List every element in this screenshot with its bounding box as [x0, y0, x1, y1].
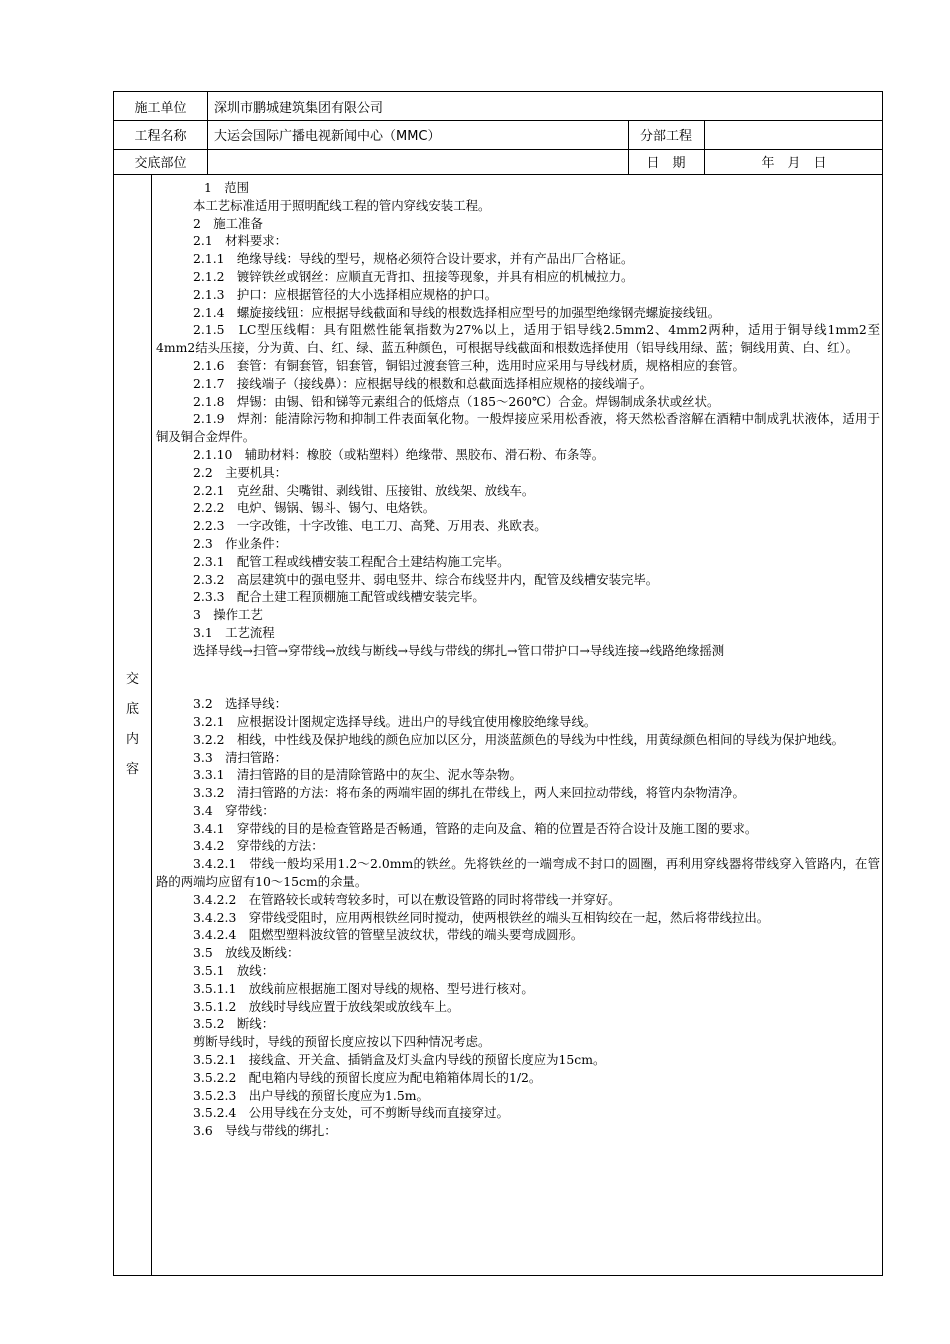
side-label-char: 内	[125, 732, 139, 747]
date-value: 年 月 日	[761, 156, 827, 171]
content-line: 3.5.1.1 放线前应根据施工图对导线的规格、型号进行核对。	[193, 980, 534, 996]
content-line: 3.3.1 清扫管路的目的是清除管路中的灰尘、泥水等杂物。	[193, 767, 522, 783]
content-line: 2.1.7 接线端子（接线鼻）：应根据导线的根数和总截面选择相应规格的接线端子。	[193, 375, 652, 391]
blank-line	[156, 677, 880, 695]
content-line: 2.1.4 螺旋接线钮：应根据导线截面和导线的根数选择相应型号的加强型绝缘钢壳螺旋接线钮。	[193, 304, 721, 320]
location-label: 交底部位	[134, 156, 187, 171]
unit-value: 深圳市鹏城建筑集团有限公司	[214, 100, 384, 116]
content-line: 3.4.2.4 阻燃型塑料波纹管的管壁呈波纹状，带线的端头要弯成圆形。	[193, 927, 584, 943]
project-label: 工程名称	[134, 129, 187, 144]
content-line: 2.2.2 电炉、锡锅、锡斗、锡勺、电烙铁。	[193, 500, 436, 516]
content-line: 3.4.2.3 穿带线受阻时，应用两根铁丝同时搅动，使两根铁丝的端头互相钩绞在一起，然后将带线拉出。	[193, 909, 770, 925]
content-line: 3.5.2.1 接线盒、开关盒、插销盒及灯头盒内导线的预留长度应为15cm。	[193, 1052, 606, 1068]
content-line: 2.1.3 护口：应根据管径的大小选择相应规格的护口。	[193, 286, 498, 302]
subsection-heading: 2.3 作业条件：	[193, 535, 288, 551]
content-line: 2.2.3 一字改锥，十字改锥、电工刀、高凳、万用表、兆欧表。	[193, 518, 547, 534]
content-line: 2.1.8 焊锡：由锡、铅和锑等元素组合的低熔点（185～260℃）合金。焊锡制成条状或丝状。	[193, 393, 720, 409]
blank-line	[156, 660, 880, 678]
content-line: 3.5.1.2 放线时导线应置于放线架或放线车上。	[193, 998, 460, 1014]
disclosure-content-body	[156, 179, 880, 1140]
content-line: 3.4.2.1 带线一般均采用1.2～2.0mm的铁丝。先将铁丝的一端弯成不封口的圆圈，再利用穿线器将带线穿入管路内，在管路的两端均应留有10～15cm的余量。	[156, 856, 880, 890]
side-label-char: 底	[125, 702, 139, 717]
subsection-heading: 3.3 清扫管路：	[193, 749, 288, 765]
technical-disclosure-form	[113, 91, 883, 1276]
section-heading: 2 施工准备	[193, 215, 263, 231]
subsection-heading: 3.4 穿带线：	[193, 802, 275, 818]
side-label-char: 交	[125, 672, 139, 687]
content-line: 3.4.2 穿带线的方法：	[193, 838, 324, 854]
content-line: 2.1.10 辅助材料：橡胶（或粘塑料）绝缘带、黑胶布、滑石粉、布条等。	[193, 446, 605, 462]
row-divider	[114, 174, 882, 175]
content-line: 3.4.2.2 在管路较长或转弯较多时，可以在敷设管路的同时将带线一并穿好。	[193, 891, 621, 907]
content-line: 3.5.1 放线：	[193, 963, 275, 979]
subsection-heading: 3.2 选择导线：	[193, 696, 288, 712]
process-flow: 选择导线→扫管→穿带线→放线与断线→导线与带线的绑扎→管口带护口→导线连接→线路绝缘摇测	[193, 642, 725, 658]
subsection-heading: 2.1 材料要求：	[193, 233, 288, 249]
content-line: 2.1.2 镀锌铁丝或钢丝：应顺直无背扣、扭接等现象，并具有相应的机械拉力。	[193, 268, 634, 284]
side-label-char: 容	[125, 762, 139, 777]
content-line: 2.3.1 配管工程或线槽安装工程配合土建结构施工完毕。	[193, 553, 510, 569]
content-line: 2.3.3 配合土建工程顶棚施工配管或线槽安装完毕。	[193, 589, 485, 605]
section-heading: 3 操作工艺	[193, 607, 263, 623]
content-line: 本工艺标准适用于照明配线工程的管内穿线安装工程。	[193, 197, 491, 213]
content-line: 2.1.9 焊剂：能清除污物和抑制工件表面氧化物。一般焊接应采用松香液，将天然松香溶解在酒精中制成乳状液体，适用于铜及铜合金焊件。	[156, 411, 880, 445]
content-line: 2.1.1 绝缘导线：导线的型号，规格必须符合设计要求，并有产品出厂合格证。	[193, 251, 634, 267]
project-value: 大运会国际广播电视新闻中心（MMC）	[214, 129, 441, 144]
content-line: 3.5.2 断线：	[193, 1016, 275, 1032]
subsection-heading: 3.1 工艺流程	[193, 624, 275, 640]
subproject-label: 分部工程	[639, 129, 692, 144]
subsection-heading: 3.6 导线与带线的绑扎：	[193, 1123, 337, 1139]
subsection-heading: 3.5 放线及断线：	[193, 945, 300, 961]
subsection-heading: 2.2 主要机具：	[193, 464, 288, 480]
content-line: 2.1.6 套管：有铜套管，铝套管，铜铝过渡套管三种，选用时应采用与导线材质，规格相应的套管。	[193, 357, 745, 373]
content-line: 3.5.2.3 出户导线的预留长度应为1.5m。	[193, 1087, 429, 1103]
content-line: 3.4.1 穿带线的目的是检查管路是否畅通，管路的走向及盒、箱的位置是否符合设计及施工图的要求。	[193, 820, 758, 836]
content-line: 3.5.2.4 公用导线在分支处，可不剪断导线而直接穿过。	[193, 1105, 509, 1121]
content-line: 2.2.1 克丝甜、尖嘴钳、剥线钳、压接钳、放线架、放线车。	[193, 482, 535, 498]
disclosure-content-label	[114, 175, 151, 1275]
content-line: 3.5.2.2 配电箱内导线的预留长度应为配电箱箱体周长的1/2。	[193, 1069, 542, 1085]
content-line: 3.2.2 相线，中性线及保护地线的颜色应加以区分，用淡蓝颜色的导线为中性线，用黄绿颜色相间的导线为保护地线。	[193, 731, 845, 747]
content-line: 3.2.1 应根据设计图规定选择导线。进出户的导线宜使用橡胶绝缘导线。	[193, 713, 597, 729]
unit-label: 施工单位	[134, 100, 187, 116]
content-line: 2.1.5 LC型压线帽：具有阻燃性能氧指数为27%以上，适用于铝导线2.5mm2、4mm2两种，适用于铜导线1mm2至4mm2结头压接，分为黄、白、红、绿、蓝五种颜色，可根据导线截面和根数选择使用（铝导线用绿、蓝；铜线用黄、白、红）。	[156, 322, 880, 356]
date-label: 日 期	[646, 156, 686, 171]
side-column-divider	[151, 174, 152, 1275]
label-column-divider	[207, 92, 208, 175]
section-heading: 1 范围	[204, 180, 250, 195]
content-line: 3.3.2 清扫管路的方法：将布条的两端牢固的绑扎在带线上，两人来回拉动带线，将管内杂物清净。	[193, 785, 745, 801]
content-line: 2.3.2 高层建筑中的强电竖井、弱电竖井、综合布线竖井内，配管及线槽安装完毕。	[193, 571, 659, 587]
content-line: 剪断导线时，导线的预留长度应按以下四种情况考虑。	[193, 1034, 491, 1050]
